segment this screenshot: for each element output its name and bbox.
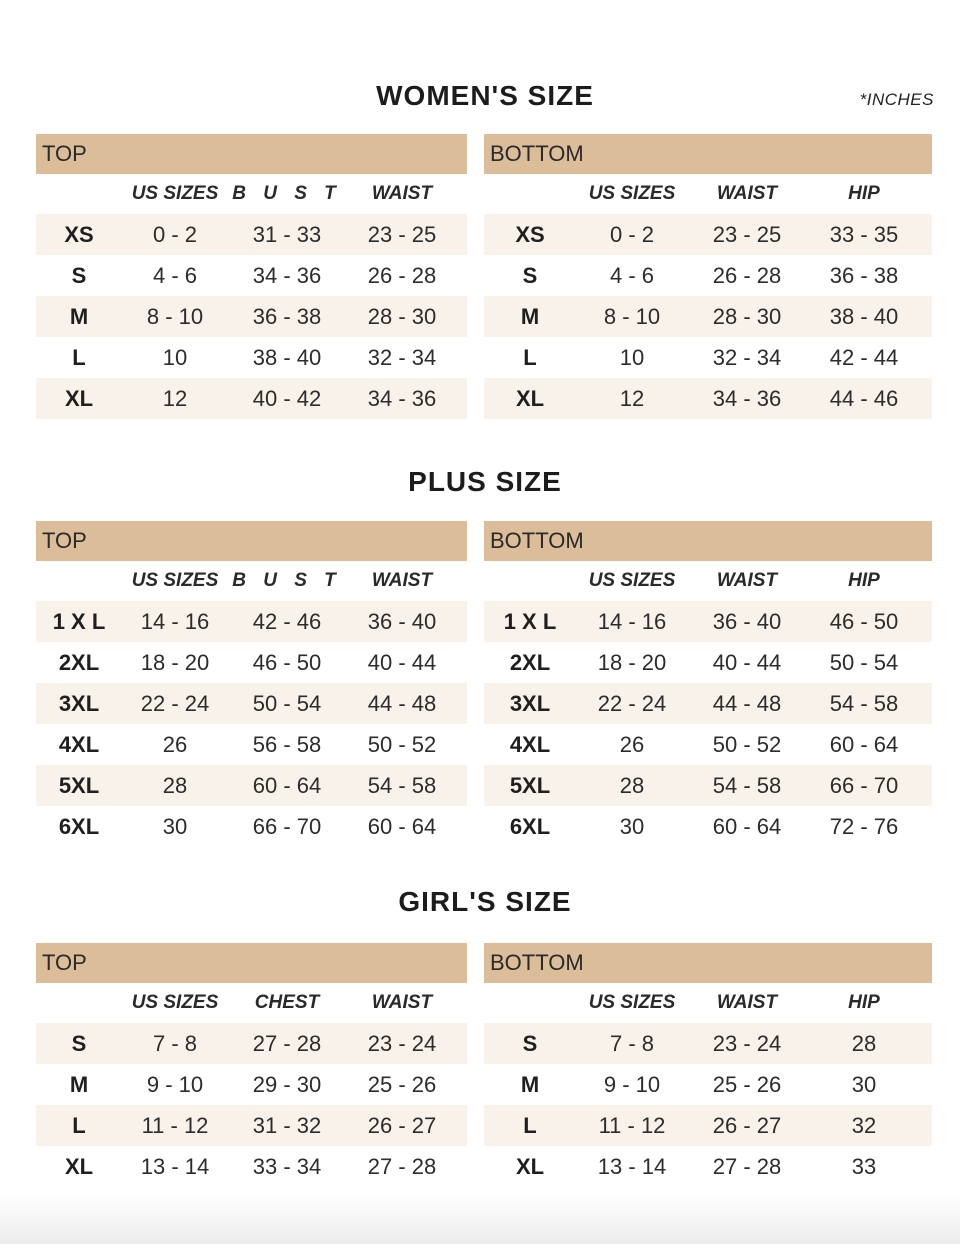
table-cell: 10	[619, 344, 645, 370]
womens-top-table	[36, 134, 467, 419]
column-header: B U S T	[232, 183, 342, 204]
table-cell: 54 - 58	[829, 690, 899, 716]
column-header: CHEST	[254, 992, 320, 1013]
column-header: WAIST	[716, 570, 778, 591]
table-row	[36, 683, 467, 724]
table-header: TOP	[36, 521, 467, 561]
table-row	[36, 601, 467, 642]
table-cell: 34 - 36	[252, 262, 322, 288]
table-cell: 26 - 28	[367, 262, 437, 288]
table-cell: 46 - 50	[252, 649, 322, 675]
table-cell: 25 - 26	[712, 1071, 782, 1097]
table-cell: 32 - 34	[712, 344, 782, 370]
table-cell: 25 - 26	[367, 1071, 437, 1097]
section-title-plus: PLUS SIZE	[408, 466, 562, 497]
table-cell: 30	[162, 813, 188, 839]
table-cell: 50 - 54	[252, 690, 322, 716]
womens-bottom-table	[484, 134, 932, 419]
table-row	[36, 337, 467, 378]
size-label: S	[522, 1030, 538, 1056]
table-cell: 60 - 64	[367, 813, 437, 839]
table-cell: 66 - 70	[829, 772, 899, 798]
table-cell: 33 - 34	[252, 1153, 322, 1179]
table-cell: 11 - 12	[598, 1112, 666, 1138]
table-row	[484, 765, 932, 806]
table-row	[484, 1023, 932, 1064]
table-cell: 44 - 46	[829, 385, 899, 411]
table-cell: 32 - 34	[367, 344, 437, 370]
table-row	[36, 378, 467, 419]
table-cell: 9 - 10	[603, 1071, 661, 1097]
size-label: 3XL	[509, 690, 551, 716]
table-row	[36, 806, 467, 847]
plus-bottom-table	[484, 521, 932, 847]
table-cell: 60 - 64	[712, 813, 782, 839]
column-header: US SIZES	[131, 992, 219, 1013]
size-label: 3XL	[58, 690, 100, 716]
table-cell: 54 - 58	[712, 772, 782, 798]
table-cell: 23 - 24	[367, 1030, 437, 1056]
table-cell: 7 - 8	[609, 1030, 655, 1056]
table-cell: 31 - 32	[252, 1112, 322, 1138]
table-row	[36, 214, 467, 255]
table-row	[36, 1064, 467, 1105]
table-cell: 42 - 46	[252, 608, 322, 634]
table-cell: 4 - 6	[152, 262, 198, 288]
table-cell: 40 - 42	[252, 385, 322, 411]
column-header: WAIST	[716, 183, 778, 204]
table-cell: 28	[851, 1030, 877, 1056]
column-header: HIP	[848, 992, 880, 1013]
size-label: 2XL	[58, 649, 100, 675]
units-note: *INCHES	[859, 90, 934, 109]
column-header: WAIST	[371, 992, 433, 1013]
table-row	[36, 296, 467, 337]
table-row	[36, 255, 467, 296]
table-cell: 23 - 24	[712, 1030, 782, 1056]
table-row	[484, 255, 932, 296]
table-row	[484, 296, 932, 337]
table-cell: 32	[851, 1112, 877, 1138]
table-cell: 14 - 16	[140, 608, 210, 634]
column-header: WAIST	[716, 992, 778, 1013]
table-row	[484, 1146, 932, 1187]
table-cell: 46 - 50	[829, 608, 899, 634]
table-cell: 72 - 76	[829, 813, 899, 839]
size-label: S	[522, 262, 538, 288]
table-header: BOTTOM	[484, 943, 932, 983]
table-row	[36, 1023, 467, 1064]
table-cell: 28 - 30	[712, 303, 782, 329]
size-label: L	[72, 344, 86, 370]
table-row	[484, 214, 932, 255]
table-cell: 8 - 10	[146, 303, 204, 329]
table-cell: 26 - 28	[712, 262, 782, 288]
size-label: XL	[64, 1153, 94, 1179]
table-cell: 18 - 20	[140, 649, 210, 675]
size-label: L	[523, 1112, 537, 1138]
table-cell: 14 - 16	[597, 608, 667, 634]
table-cell: 38 - 40	[829, 303, 899, 329]
table-cell: 40 - 44	[712, 649, 782, 675]
table-cell: 7 - 8	[152, 1030, 198, 1056]
table-cell: 28 - 30	[367, 303, 437, 329]
section-title-girls: GIRL'S SIZE	[398, 886, 572, 917]
table-cell: 50 - 52	[712, 731, 782, 757]
table-cell: 30	[851, 1071, 877, 1097]
table-cell: 40 - 44	[367, 649, 437, 675]
table-cell: 0 - 2	[152, 221, 198, 247]
table-cell: 60 - 64	[252, 772, 322, 798]
column-headers	[484, 561, 932, 601]
size-label: 5XL	[58, 772, 100, 798]
section-title-womens: WOMEN'S SIZE	[376, 80, 594, 111]
table-cell: 26	[162, 731, 188, 757]
size-label: S	[71, 1030, 87, 1056]
table-cell: 26	[619, 731, 645, 757]
table-cell: 10	[162, 344, 188, 370]
table-cell: 11 - 12	[141, 1112, 209, 1138]
table-cell: 36 - 40	[367, 608, 437, 634]
table-cell: 23 - 25	[712, 221, 782, 247]
table-cell: 30	[619, 813, 645, 839]
table-cell: 44 - 48	[712, 690, 782, 716]
table-cell: 26 - 27	[712, 1112, 782, 1138]
table-cell: 12	[162, 385, 188, 411]
table-cell: 23 - 25	[367, 221, 437, 247]
table-cell: 36 - 38	[829, 262, 899, 288]
column-headers	[36, 983, 467, 1023]
table-cell: 66 - 70	[252, 813, 322, 839]
size-label: 1 X L	[52, 608, 106, 634]
table-row	[484, 1064, 932, 1105]
column-header: WAIST	[371, 570, 433, 591]
size-label: S	[71, 262, 87, 288]
table-cell: 0 - 2	[609, 221, 655, 247]
table-cell: 50 - 54	[829, 649, 899, 675]
table-cell: 27 - 28	[712, 1153, 782, 1179]
table-header: BOTTOM	[484, 134, 932, 174]
column-header: WAIST	[371, 183, 433, 204]
table-row	[36, 765, 467, 806]
size-label: 5XL	[509, 772, 551, 798]
table-row	[36, 642, 467, 683]
girls-bottom-table	[484, 943, 932, 1187]
table-cell: 44 - 48	[367, 690, 437, 716]
size-label: XL	[64, 385, 94, 411]
size-label: 1 X L	[503, 608, 557, 634]
column-header: US SIZES	[131, 570, 219, 591]
table-cell: 27 - 28	[367, 1153, 437, 1179]
size-label: L	[72, 1112, 86, 1138]
size-label: M	[69, 1071, 89, 1097]
bottom-fade	[0, 1194, 960, 1244]
table-row	[36, 1146, 467, 1187]
table-cell: 9 - 10	[146, 1071, 204, 1097]
table-cell: 8 - 10	[603, 303, 661, 329]
table-cell: 33	[851, 1153, 877, 1179]
size-label: XS	[64, 221, 94, 247]
column-header: US SIZES	[588, 992, 676, 1013]
girls-top-table	[36, 943, 467, 1187]
size-label: 2XL	[509, 649, 551, 675]
table-cell: 42 - 44	[829, 344, 899, 370]
table-row	[36, 1105, 467, 1146]
size-label: M	[520, 303, 540, 329]
table-header: BOTTOM	[484, 521, 932, 561]
plus-top-table	[36, 521, 467, 847]
column-header: US SIZES	[131, 183, 219, 204]
column-header: US SIZES	[588, 183, 676, 204]
table-row	[484, 1105, 932, 1146]
table-cell: 31 - 33	[252, 221, 322, 247]
size-label: 4XL	[58, 731, 100, 757]
table-cell: 60 - 64	[829, 731, 899, 757]
table-row	[484, 806, 932, 847]
table-cell: 36 - 38	[252, 303, 322, 329]
column-headers	[36, 561, 467, 601]
table-cell: 36 - 40	[712, 608, 782, 634]
table-cell: 50 - 52	[367, 731, 437, 757]
table-cell: 38 - 40	[252, 344, 322, 370]
table-row	[484, 337, 932, 378]
table-row	[484, 601, 932, 642]
column-headers	[484, 174, 932, 214]
table-cell: 29 - 30	[252, 1071, 322, 1097]
size-label: XS	[515, 221, 545, 247]
size-label: 6XL	[58, 813, 100, 839]
table-cell: 54 - 58	[367, 772, 437, 798]
table-cell: 27 - 28	[252, 1030, 322, 1056]
size-label: M	[69, 303, 89, 329]
table-cell: 4 - 6	[609, 262, 655, 288]
size-label: XL	[515, 385, 545, 411]
column-header: US SIZES	[588, 570, 676, 591]
size-label: M	[520, 1071, 540, 1097]
table-row	[484, 683, 932, 724]
table-cell: 13 - 14	[140, 1153, 210, 1179]
table-cell: 34 - 36	[712, 385, 782, 411]
table-cell: 18 - 20	[597, 649, 667, 675]
table-cell: 26 - 27	[367, 1112, 437, 1138]
column-headers	[36, 174, 467, 214]
table-cell: 12	[619, 385, 645, 411]
column-headers	[484, 983, 932, 1023]
table-row	[484, 724, 932, 765]
size-label: 4XL	[509, 731, 551, 757]
table-row	[36, 724, 467, 765]
table-cell: 22 - 24	[140, 690, 210, 716]
table-cell: 22 - 24	[597, 690, 667, 716]
column-header: HIP	[848, 183, 880, 204]
table-cell: 13 - 14	[597, 1153, 667, 1179]
table-cell: 34 - 36	[367, 385, 437, 411]
table-row	[484, 378, 932, 419]
column-header: B U S T	[232, 570, 342, 591]
table-cell: 56 - 58	[252, 731, 322, 757]
table-header: TOP	[36, 943, 467, 983]
table-cell: 33 - 35	[829, 221, 899, 247]
table-header: TOP	[36, 134, 467, 174]
size-label: L	[523, 344, 537, 370]
table-row	[484, 642, 932, 683]
size-label: XL	[515, 1153, 545, 1179]
table-cell: 28	[162, 772, 188, 798]
table-cell: 28	[619, 772, 645, 798]
column-header: HIP	[848, 570, 880, 591]
size-label: 6XL	[509, 813, 551, 839]
